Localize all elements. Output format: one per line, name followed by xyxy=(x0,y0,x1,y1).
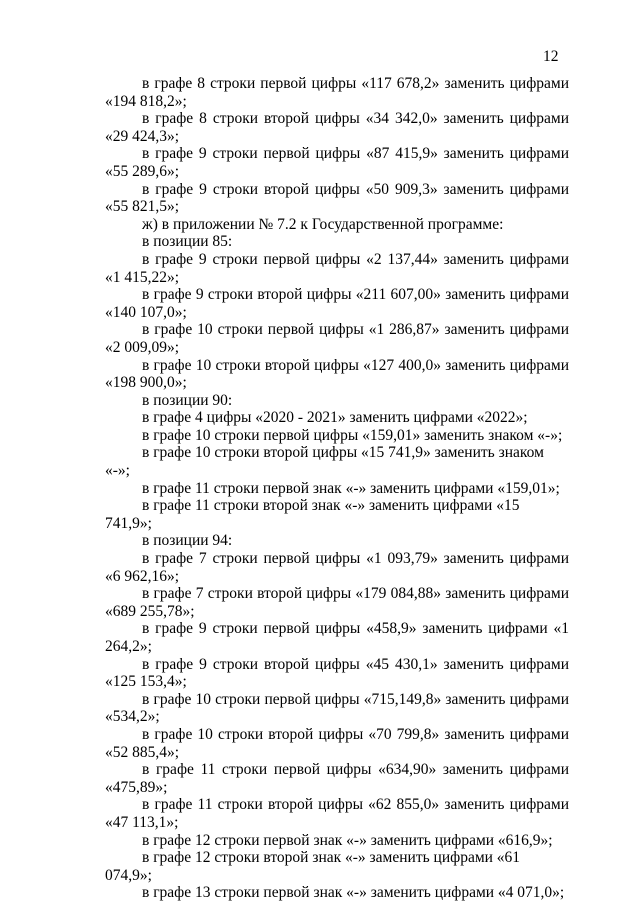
paragraph: в графе 10 строки второй цифры «70 799,8» заменить цифрами «52 885,4»; xyxy=(105,725,569,761)
paragraph: в графе 4 цифры «2020 - 2021» заменить цифрами «2022»; xyxy=(142,409,528,427)
paragraph: в графе 9 строки второй цифры «45 430,1» заменить цифрами «125 153,4»; xyxy=(105,655,569,691)
paragraph: в графе 11 строки второй знак «-» заменить цифрами «15 741,9»; xyxy=(105,497,520,532)
paragraph: в графе 11 строки второй цифры «62 855,0» заменить цифрами «47 113,1»; xyxy=(105,796,569,831)
paragraph: в графе 7 строки первой цифры «1 093,79» заменить цифрами «6 962,16»; xyxy=(105,550,569,585)
paragraph: ж) в приложении № 7.2 к Государственной программе: xyxy=(142,215,504,233)
page-number: 12 xyxy=(543,48,559,65)
paragraph: в графе 10 строки первой цифры «1 286,87» заменить цифрами «2 009,09»; xyxy=(105,321,569,356)
paragraph: в графе 12 строки второй знак «-» заменить цифрами «61 074,9»; xyxy=(105,849,521,884)
paragraph: в позиции 90: xyxy=(142,391,233,409)
paragraph: в графе 7 строки второй цифры «179 084,88» заменить цифрами «689 255,78»; xyxy=(105,585,569,620)
document-body xyxy=(105,75,569,902)
paragraph: в графе 10 строки первой цифры «715,149,8» заменить цифрами «534,2»; xyxy=(105,690,569,726)
paragraph: в графе 8 строки первой цифры «117 678,2» заменить цифрами «194 818,2»; xyxy=(105,75,569,110)
paragraph: в графе 9 строки первой цифры «2 137,44» заменить цифрами «1 415,22»; xyxy=(105,250,569,286)
paragraph: в графе 10 строки первой цифры «159,01» заменить знаком «-»; xyxy=(142,426,563,444)
paragraph: в графе 9 строки второй цифры «211 607,00» заменить цифрами «140 107,0»; xyxy=(105,286,569,321)
paragraph: в графе 11 строки первой цифры «634,90» заменить цифрами «475,89»; xyxy=(105,761,569,796)
paragraph: в графе 8 строки второй цифры «34 342,0» заменить цифрами «29 424,3»; xyxy=(105,110,569,145)
paragraph: в графе 10 строки второй цифры «15 741,9» заменить знаком «-»; xyxy=(105,444,544,480)
paragraph: в графе 9 строки первой цифры «458,9» заменить цифрами «1 264,2»; xyxy=(105,620,569,655)
paragraph: в позиции 94: xyxy=(142,532,233,550)
paragraph: в графе 10 строки второй цифры «127 400,0» заменить цифрами «198 900,0»; xyxy=(105,356,569,392)
paragraph: в графе 13 строки первой знак «-» заменить цифрами «4 071,0»; xyxy=(142,884,565,902)
paragraph: в позиции 85: xyxy=(142,233,233,251)
paragraph: в графе 9 строки второй цифры «50 909,3» заменить цифрами «55 821,5»; xyxy=(105,180,569,216)
paragraph: в графе 12 строки первой знак «-» заменить цифрами «616,9»; xyxy=(142,831,553,849)
paragraph: в графе 11 строки первой знак «-» заменить цифрами «159,01»; xyxy=(142,479,560,497)
paragraph: в графе 9 строки первой цифры «87 415,9» заменить цифрами «55 289,6»; xyxy=(105,145,569,180)
